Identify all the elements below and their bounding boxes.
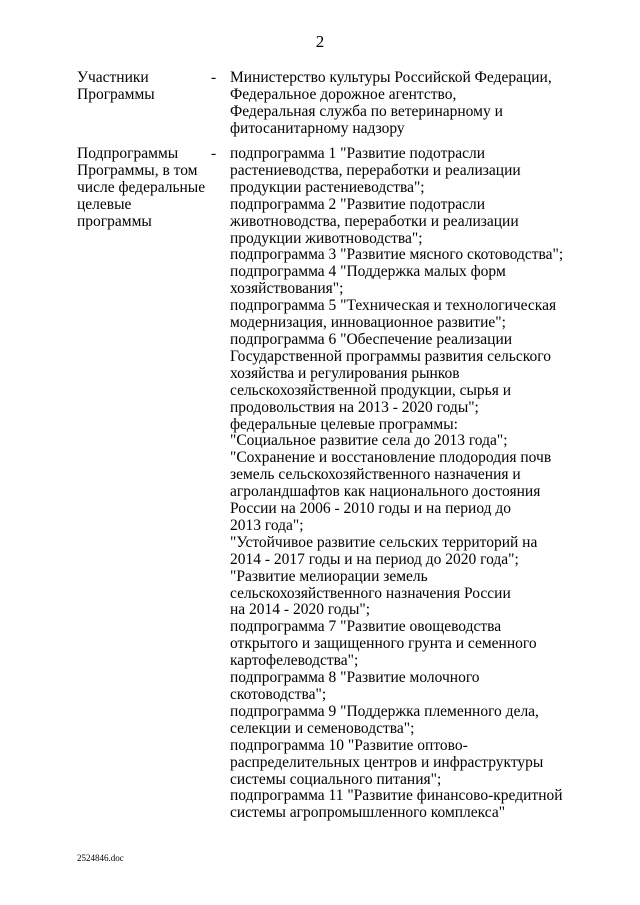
separator-dash: -	[211, 145, 217, 162]
value-line: подпрограмма 10 "Развитие оптово-	[230, 736, 468, 754]
participants-value	[230, 70, 570, 138]
value-line: 2013 года";	[230, 516, 304, 534]
value-line: "Развитие мелиорации земель	[230, 567, 428, 585]
value-line: хозяйства и регулирования рынков	[230, 364, 460, 382]
value-line: сельскохозяйственного назначения России	[230, 584, 511, 602]
term-line: Программы, в том	[77, 161, 198, 179]
value-line: подпрограмма 1 "Развитие подотрасли	[230, 145, 486, 162]
value-line: Государственной программы развития сельского	[230, 347, 551, 365]
value-line: распределительных центров и инфраструктуры	[230, 753, 544, 771]
term-line: Участники	[77, 69, 149, 86]
value-line: подпрограмма 2 "Развитие подотрасли	[230, 195, 486, 213]
value-line: скотоводства";	[230, 686, 327, 703]
term-line: программы	[77, 212, 152, 230]
value-line: сельскохозяйственной продукции, сырья и	[230, 381, 512, 399]
page-number: 2	[315, 32, 325, 51]
value-line: подпрограмма 3 "Развитие мясного скотоводства";	[230, 246, 564, 264]
document-filename: 2524846.doc	[77, 853, 124, 863]
value-line: растениеводства, переработки и реализации	[230, 161, 521, 179]
value-line: фитосанитарному надзору	[230, 119, 405, 137]
value-line: агроландшафтов как национального достояния	[230, 483, 541, 501]
value-line: подпрограмма 6 "Обеспечение реализации	[230, 330, 513, 348]
value-line: картофелеводства";	[230, 652, 359, 670]
value-line: земель сельскохозяйственного назначения и	[230, 466, 521, 484]
value-line: животноводства, переработки и реализации	[230, 212, 519, 230]
value-line: 2014 - 2017 годы и на период до 2020 года";	[230, 550, 519, 568]
term-line: Подпрограммы	[77, 145, 179, 162]
subprograms-term	[77, 146, 207, 231]
separator-dash: -	[211, 69, 217, 86]
value-line: подпрограмма 5 "Техническая и технологическая	[230, 297, 557, 315]
participants-term	[77, 70, 207, 104]
term-line: Программы	[77, 85, 155, 103]
value-line: продукции растениеводства";	[230, 178, 425, 196]
value-line: хозяйствования";	[230, 280, 344, 298]
value-line: Министерство культуры Российской Федерации,	[230, 69, 552, 86]
value-line: на 2014 - 2020 годы";	[230, 601, 371, 619]
value-line: открытого и защищенного грунта и семенного	[230, 635, 537, 653]
value-line: "Социальное развитие села до 2013 года";	[230, 432, 508, 450]
value-line: продукции животноводства";	[230, 229, 423, 247]
value-line: Федеральное дорожное агентство,	[230, 85, 457, 103]
value-line: модернизация, инновационное развитие";	[230, 314, 506, 332]
value-line: Федеральная служба по ветеринарному и	[230, 102, 503, 120]
value-line: подпрограмма 9 "Поддержка племенного дела,	[230, 702, 539, 720]
value-line: подпрограмма 7 "Развитие овощеводства	[230, 618, 502, 636]
value-line: подпрограмма 8 "Развитие молочного	[230, 669, 480, 687]
value-line: подпрограмма 11 "Развитие финансово-кредитной	[230, 787, 563, 805]
value-line: селекции и семеноводства";	[230, 719, 415, 737]
subprograms-value	[230, 146, 570, 822]
value-line: системы агропромышленного комплекса"	[230, 804, 506, 822]
value-line: федеральные целевые программы:	[230, 415, 458, 433]
term-line: целевые	[77, 195, 132, 213]
value-line: продовольствия на 2013 - 2020 годы";	[230, 398, 479, 416]
value-line: системы социального питания";	[230, 770, 442, 788]
value-line: подпрограмма 4 "Поддержка малых форм	[230, 263, 506, 281]
value-line: "Сохранение и восстановление плодородия почв	[230, 449, 552, 467]
value-line: России на 2006 - 2010 годы и на период до	[230, 500, 512, 518]
term-line: числе федеральные	[77, 178, 206, 196]
value-line: "Устойчивое развитие сельских территорий на	[230, 533, 538, 551]
